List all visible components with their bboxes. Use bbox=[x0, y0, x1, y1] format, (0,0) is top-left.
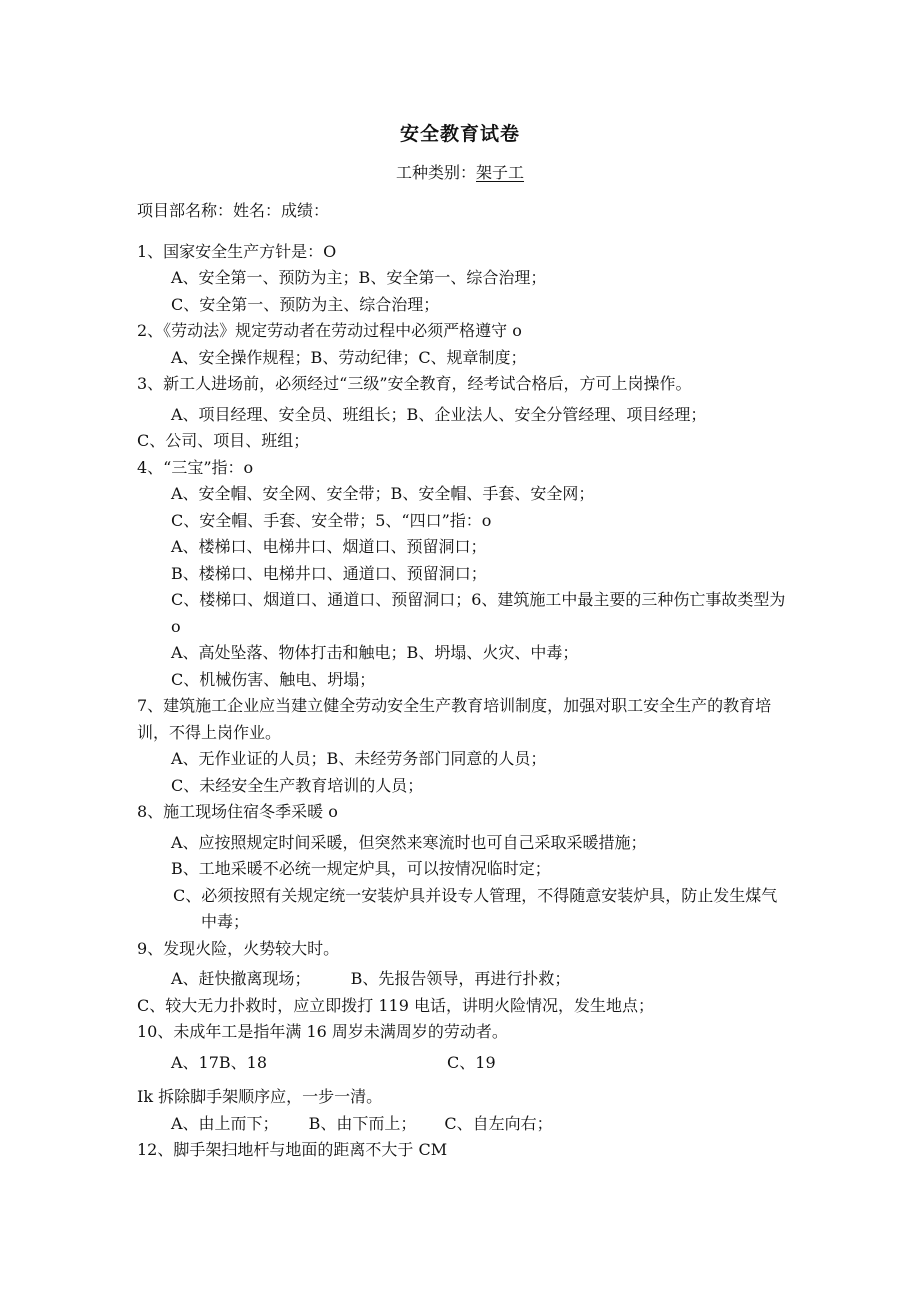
job-category-label: 工种类别： bbox=[395, 163, 476, 182]
question-10: 10、未成年工是指年满 16 周岁未满周岁的劳动者。 bbox=[137, 1022, 508, 1041]
question-5-option-a: A、楼梯口、电梯井口、烟道口、预留洞口； bbox=[171, 537, 487, 556]
question-5-option-b: B、楼梯口、电梯井口、通道口、预留洞口； bbox=[171, 563, 487, 583]
job-category bbox=[0, 160, 920, 183]
question-12: 12、脚手架扫地杆与地面的距离不大于 CM bbox=[137, 1140, 448, 1159]
question-11: Ik 拆除脚手架顺序应，一步一清。 bbox=[137, 1087, 383, 1106]
question-1: 1、国家安全生产方针是：O bbox=[137, 241, 337, 261]
question-8-option-c: C、必须按照有关规定统一安装炉具并设专人管理，不得随意安装炉具，防止发生煤气中毒； bbox=[173, 885, 778, 931]
question-5-option-c bbox=[137, 587, 787, 640]
question-10-option-c: C、19 bbox=[447, 1052, 496, 1072]
question-4-options-a: A、安全帽、安全网、安全带；B、安全帽、手套、安全网； bbox=[171, 484, 595, 503]
question-10-options bbox=[137, 1050, 787, 1077]
question-10-option-ab: A、17B、18 bbox=[171, 1052, 268, 1072]
question-3: 3、新工人进场前，必须经过“三级”安全教育，经考试合格后，方可上岗操作。 bbox=[137, 374, 692, 393]
question-8-option-b: B、工地采暖不必统一规定炉具，可以按情况临时定； bbox=[171, 859, 551, 878]
question-9-option-b: B、先报告领导，再进行扑救； bbox=[350, 969, 571, 988]
question-11-options bbox=[137, 1111, 787, 1138]
question-4-options-c: C、安全帽、手套、安全带；5、“四口”指：o bbox=[171, 510, 492, 530]
question-9-option-c: C、较大无力扑救时，应立即拨打 119 电话，讲明火险情况，发生地点； bbox=[137, 995, 654, 1015]
question-4: 4、“三宝”指：o bbox=[137, 457, 254, 477]
question-8: 8、施工现场住宿冬季采暖 o bbox=[137, 802, 338, 821]
exam-body bbox=[137, 198, 787, 1164]
question-11-option-c: C、自左向右； bbox=[444, 1113, 553, 1133]
question-9: 9、发现火险，火势较大时。 bbox=[137, 938, 340, 958]
header-fields-line: 项目部名称：姓名：成绩： bbox=[137, 201, 330, 220]
exam-title: 安全教育试卷 bbox=[399, 123, 520, 145]
question-8-option-a: A、应按照规定时间采暖，但突然来寒流时也可自己采取采暖措施； bbox=[171, 832, 647, 852]
question-1-options-a: A、安全第一、预防为主；B、安全第一、综合治理； bbox=[171, 268, 547, 287]
question-6-options-a: A、高处坠落、物体打击和触电；B、坍塌、火灾、中毒； bbox=[171, 643, 579, 662]
question-7: 7、建筑施工企业应当建立健全劳动安全生产教育培训制度，加强对职工安全生产的教育培训，不得上岗作业。 bbox=[137, 696, 772, 742]
question-9-options bbox=[137, 966, 787, 993]
job-category-value: 架子工 bbox=[476, 163, 525, 182]
question-3-options-c: C、公司、项目、班组； bbox=[137, 431, 310, 450]
question-6-options-c: C、机械伤害、触电、坍塌； bbox=[171, 669, 376, 689]
question-9-option-a: A、赶快撤离现场； bbox=[171, 969, 311, 988]
question-2-options: A、安全操作规程；B、劳动纪律；C、规章制度； bbox=[171, 347, 527, 367]
question-5-option-c-text: C、楼梯口、烟道口、通道口、预留洞口；6、建筑施工中最主要的三种伤亡事故类型为 o bbox=[171, 590, 786, 636]
question-3-options-a: A、项目经理、安全员、班组长；B、企业法人、安全分管经理、项目经理； bbox=[171, 404, 707, 424]
question-11-option-b: B、由下而上； bbox=[308, 1113, 417, 1133]
question-7-options-a: A、无作业证的人员；B、未经劳务部门同意的人员； bbox=[171, 749, 547, 768]
question-7-options-c: C、未经安全生产教育培训的人员； bbox=[171, 775, 424, 795]
question-1-options-c: C、安全第一、预防为主、综合治理； bbox=[171, 294, 440, 314]
question-11-option-a: A、由上而下； bbox=[171, 1113, 279, 1133]
question-2: 2、《劳动法》规定劳动者在劳动过程中必须严格遵守 o bbox=[137, 321, 522, 340]
